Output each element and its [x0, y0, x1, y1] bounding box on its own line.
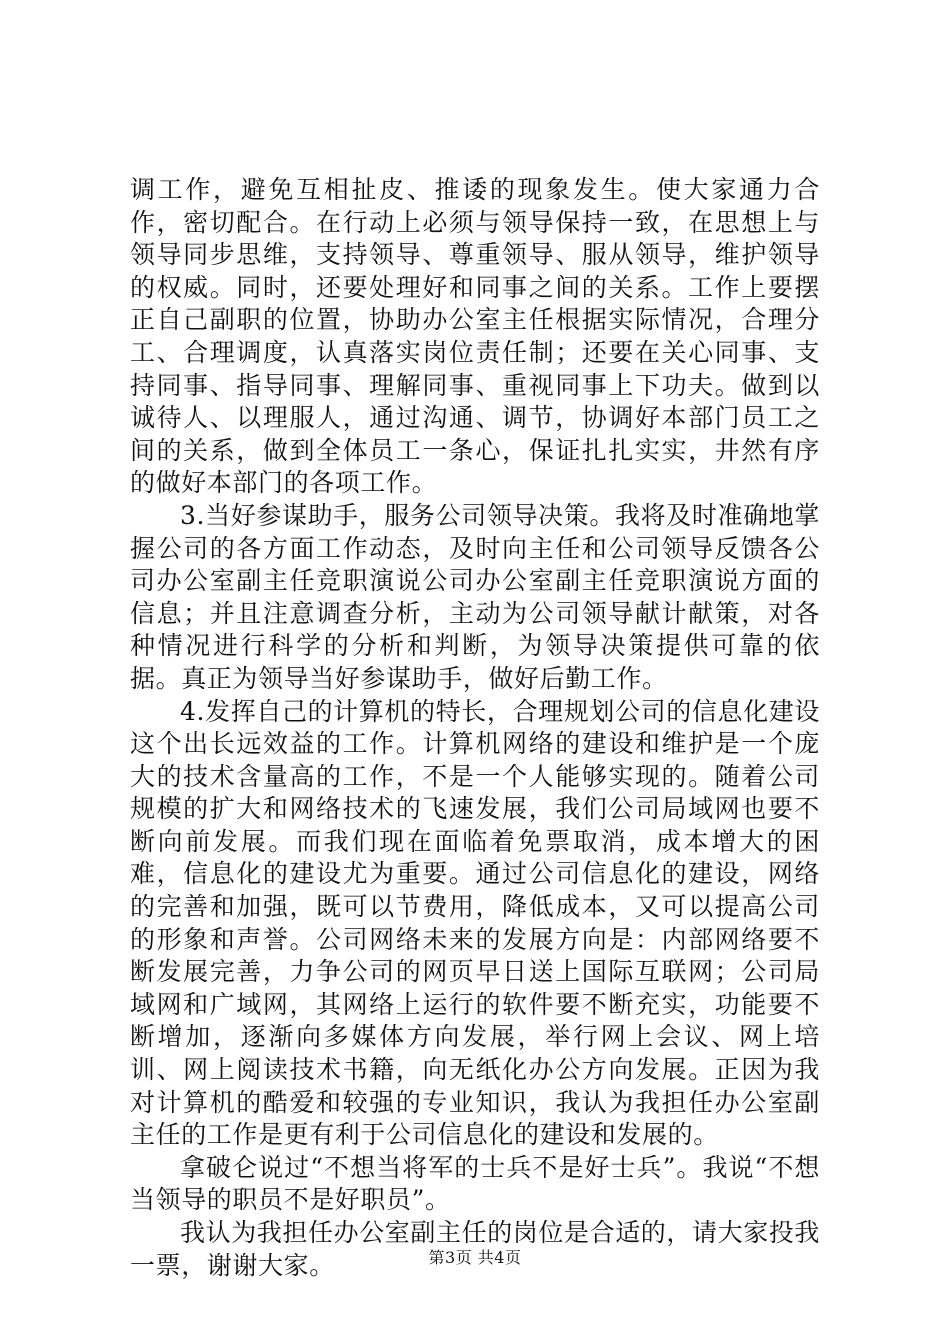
paragraph-item-3: 3.当好参谋助手，服务公司领导决策。我将及时准确地掌握公司的各方面工作动态，及时向主任和公司领导反馈各公司办公室副主任竞职演说公司办公室副主任竞职演说方面的信息；并且注意调查分析，主动为公司领导献计献策，对各种情况进行科学的分析和判断，为领导决策提供可靠的依据。真正为领导当好参谋助手，做好后勤工作。 — [130, 500, 820, 693]
paragraph-item-4: 4.发挥自己的计算机的特长，合理规划公司的信息化建设这个出长远效益的工作。计算机网络的建设和维护是一个庞大的技术含量高的工作，不是一个人能够实现的。随着公司规模的扩大和网络技术的飞速发展，我们公司局域网也要不断向前发展。而我们现在面临着免票取消，成本增大的困难，信息化的建设尤为重要。通过公司信息化的建设，网络的完善和加强，既可以节费用，降低成本，又可以提高公司的形象和声誉。公司网络未来的发展方向是：内部网络要不断发展完善，力争公司的网页早日送上国际互联网；公司局域网和广域网，其网络上运行的软件要不断充实，功能要不断增加，逐渐向多媒体方向发展，举行网上会议、网上培训、网上阅读技术书籍，向无纸化办公方向发展。正因为我对计算机的酷爱和较强的专业知识，我认为我担任办公室副主任的工作是更有利于公司信息化的建设和发展的。 — [130, 696, 820, 1150]
paragraph-closing: 我认为我担任办公室副主任的岗位是合适的，请大家投我一票，谢谢大家。 — [130, 1218, 821, 1280]
paragraph-napoleon-quote: 拿破仑说过“不想当将军的士兵不是好士兵”。我说“不想当领导的职员不是好职员”。 — [130, 1152, 820, 1215]
document-body — [130, 174, 820, 1282]
paragraph-continuation: 调工作，避免互相扯皮、推诿的现象发生。使大家通力合作，密切配合。在行动上必须与领导保持一致，在思想上与领导同步思维，支持领导、尊重领导、服从领导，维护领导的权威。同时，还要处理好和同事之间的关系。工作上要摆正自己副职的位置，协助办公室主任根据实际情况，合理分工、合理调度，认真落实岗位责任制；还要在关心同事、支持同事、指导同事、理解同事、重视同事上下功夫。做到以诚待人、以理服人，通过沟通、调节，协调好本部门员工之间的关系，做到全体员工一条心，保证扎扎实实，井然有序的做好本部门的各项工作。 — [130, 175, 820, 498]
page-footer: 第3页 共4页 — [428, 1248, 522, 1267]
